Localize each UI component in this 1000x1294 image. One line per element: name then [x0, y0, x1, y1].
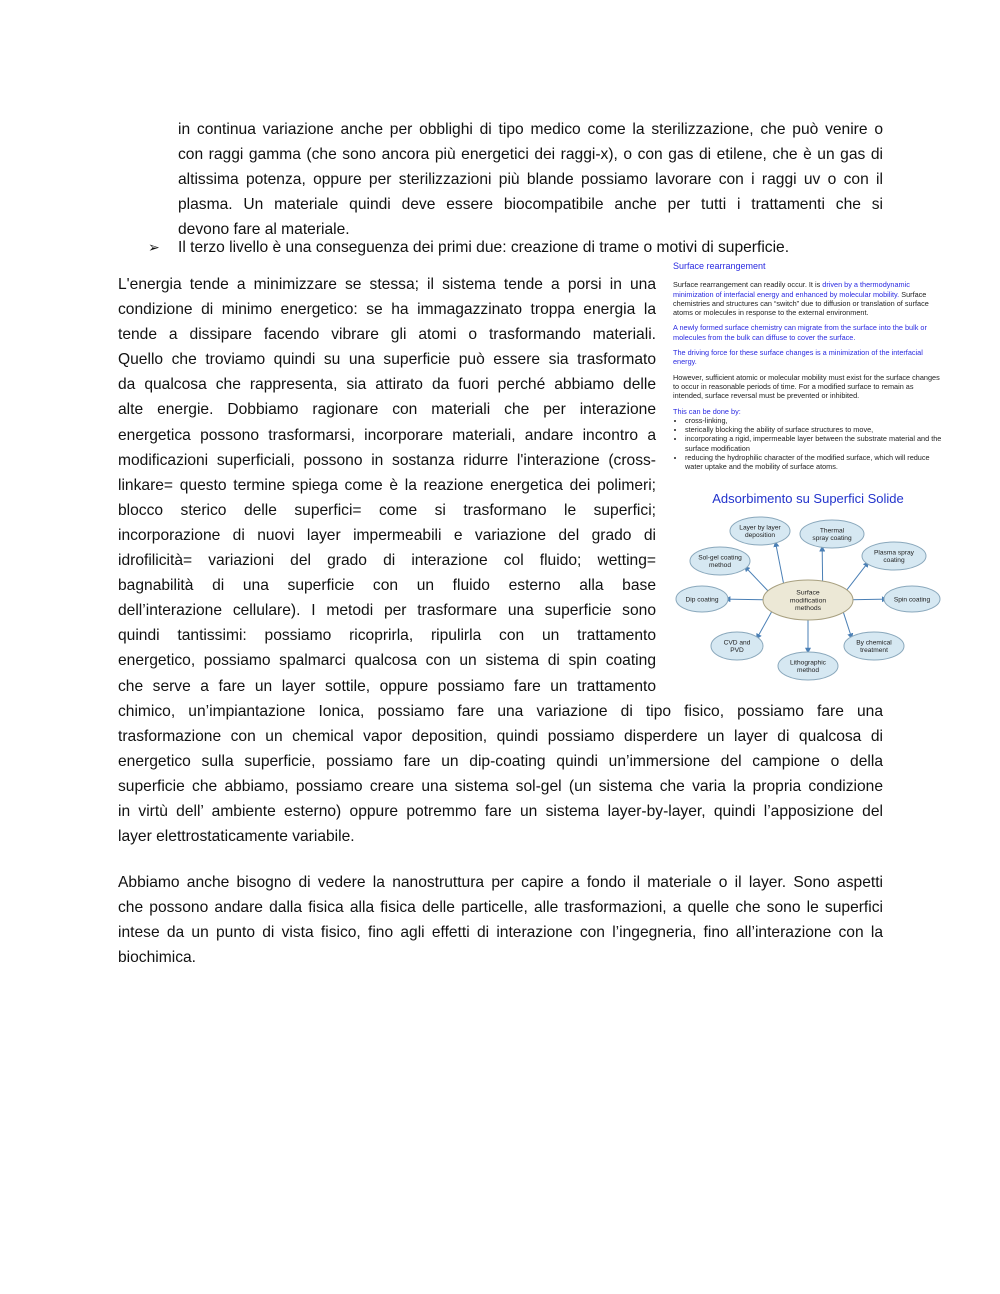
- text-line: altissima potenza, oppure per sterilizzazioni più blande possiamo lavorare con i raggi uv o con il: [178, 171, 883, 189]
- diagram-node-label: coating: [883, 557, 905, 565]
- text-line: bagnabilità di una superficie con un fluido esterno alla base: [118, 577, 656, 595]
- diagram-arrow: [745, 566, 769, 592]
- text-line: che possono andare dalla fisica alla fisica delle particelle, alle trasformazioni, a quelle che sono le superfici: [118, 899, 883, 917]
- text-line: blocco sterico delle superfici= come si trasformano le superfici;: [118, 501, 656, 519]
- text-line: biochimica.: [118, 949, 196, 967]
- text-line: energetico sulla superficie, possiamo fare un dip-coating quindi un’immersione del campione o della: [118, 752, 883, 770]
- diagram-node-label: modification: [789, 597, 827, 605]
- text-line: in continua variazione anche per obblighi di tipo medico come la sterilizzazione, che può venire o: [178, 121, 883, 138]
- diagram-node-label: Spin coating: [893, 596, 931, 604]
- text-line: idrofilicità= variazioni del grado di interazione col fluido; wetting=: [118, 552, 656, 570]
- diagram-node-thermal: [800, 520, 864, 548]
- figure-highlight-span: driven by a thermodynamic minimization of interfacial energy and enhanced by molecular mobility.: [673, 280, 910, 299]
- diagram-node-label: By chemical: [856, 639, 892, 647]
- diagram-arrow: [775, 542, 783, 584]
- diagram-node-plasma: [862, 542, 926, 570]
- text-line: linkare= questo termine spiega come è la reazione energetica dei polimeri;: [118, 476, 656, 494]
- text-line: Abbiamo anche bisogno di vedere la nanostruttura per capire a fondo il materiale o il layer. Sono aspetti: [118, 874, 883, 891]
- text-line: trasformazione con un chemical vapor deposition, quindi possiamo disperdere un layer di qualcosa di: [118, 727, 883, 745]
- figure-list: [673, 416, 945, 472]
- text-line: alte energie. Dobbiamo ragionare con materiali che per interazione: [118, 401, 656, 419]
- diagram-node-spin: [884, 586, 940, 612]
- text-line: che serve a fare un layer sottile, oppure possiamo fare un trattamento: [118, 677, 656, 695]
- diagram-node-label: treatment: [860, 647, 888, 655]
- diagram-node-dip: [676, 586, 728, 612]
- text-line: con raggi gamma (che sono ancora più energetici dei raggi-x), o con gas di etilene, che è un gas di: [178, 146, 883, 164]
- diagram-node-label: CVD and: [723, 639, 751, 647]
- diagram-node-center: [763, 580, 853, 620]
- diagram-node-label: Sol-gel coating: [698, 554, 742, 562]
- arrow-bullet-icon: ➢: [148, 239, 160, 255]
- figure-paragraph: A newly formed surface chemistry can migrate from the surface into the bulk or molecules from the bulk can diffuse to cover the surface.: [673, 323, 927, 342]
- diagram-node-label: methods: [794, 605, 822, 613]
- text-line: in virtù dell’ ambiente esterno) oppure potremmo fare un sistema layer-by-layer, quindi l’apposizione del: [118, 802, 883, 820]
- text-line: L'energia tende a minimizzare se stessa; il sistema tende a porsi in una: [118, 276, 656, 293]
- text-line: da qualcosa che rappresenta, sia attirato da fuori perché abbiamo delle: [118, 376, 656, 394]
- text-line: plasma. Un materiale quindi deve essere biocompatibile anche per tutti i trattamenti che si: [178, 196, 883, 214]
- text-line: energetico, possiamo spalmarci qualcosa con un sistema di spin coating: [118, 652, 656, 670]
- text-line: incorporazione di nuovi layer impermeabili e variazione del grado di: [118, 526, 656, 544]
- text-line: tende a dissipare facendo vibrare gli atomi o trasformando materiali.: [118, 326, 656, 344]
- diagram-node-label: PVD: [730, 647, 744, 655]
- text-line: energetica possono trasformarsi, incorporare materiali, andare incontro a: [118, 426, 656, 444]
- figure-text-span: Surface rearrangement can readily occur. It is: [673, 280, 823, 290]
- bullet-text: Il terzo livello è una conseguenza dei primi due: creazione di trame o motivi di superficie.: [178, 239, 790, 256]
- figure-list-item: • reducing the hydrophilic character of the modified surface, which will reduce water uptake and the mobility of surface atoms.: [685, 453, 945, 472]
- diagram-node-label: Thermal: [819, 527, 845, 535]
- diagram-node-cvd: [711, 632, 763, 660]
- text-line: chimico, un’impiantazione Ionica, possiamo fare una variazione di tipo fisico, possiamo fare una: [118, 702, 883, 720]
- figure-list-item: • incorporating a rigid, impermeable layer between the substrate material and the surface modification: [685, 434, 945, 453]
- diagram-node-label: method: [797, 667, 819, 675]
- diagram-title: Adsorbimento su Superfici Solide: [712, 491, 904, 506]
- diagram-node-label: deposition: [744, 532, 776, 540]
- diagram-arrow: [757, 611, 772, 639]
- text-line: devono fare al materiale.: [178, 221, 350, 239]
- text-line: quindi tantissimi: possiamo ricoprirla, ripulirla con un trattamento: [118, 627, 656, 645]
- figure-title: Surface rearrangement: [673, 261, 766, 271]
- figure-text-span: Surface chemistries and structures can “switch” due to diffusion or translation of surface atoms or molecules in response to the external environment.: [673, 289, 929, 318]
- diagram-node-solgel: [690, 547, 750, 575]
- diagram-arrow: [846, 562, 868, 591]
- diagram-node-label: spray coating: [812, 535, 852, 543]
- diagram-node-litho: [778, 652, 838, 680]
- figure-list-item: • cross-linking,: [685, 416, 945, 425]
- figure-list-title: This can be done by:: [673, 406, 741, 416]
- diagram-node-label: Layer by layer: [739, 524, 781, 532]
- diagram-node-label: method: [709, 562, 731, 570]
- text-line: dell’interazione cellulare). I metodi per trasformare una superficie sono: [118, 602, 656, 620]
- surface-rearrangement-figure: [673, 262, 945, 472]
- text-line: Quello che troviamo quindi su una superficie può essere sia trasformato: [118, 351, 656, 369]
- diagram-node-label: Plasma spray: [874, 549, 914, 557]
- diagram-arrow: [851, 599, 887, 600]
- diagram-node-chemical: [844, 632, 904, 660]
- text-line: modificazioni superficiali, possono in sostanza ridurre l'interazione (cross-: [118, 451, 656, 469]
- figure-paragraph: The driving force for these surface changes is a minimization of the interfacial energy.: [673, 348, 923, 367]
- figure-paragraph: However, sufficient atomic or molecular mobility must exist for the surface changes to occur in reasonable periods of time. For a modified surface to remain as intended, surface reversal must be prevented or inhibited.: [673, 372, 940, 401]
- diagram-arrow: [843, 611, 852, 638]
- figure-paragraph: [673, 280, 945, 317]
- closing-paragraph: [118, 870, 883, 970]
- indented-paragraph: [178, 117, 883, 242]
- diagram-node-label: Surface: [796, 589, 820, 597]
- text-line: condizione di minimo energetico: se ha immagazzinato troppa energia la: [118, 301, 656, 319]
- diagram-node-label: Lithographic: [790, 659, 826, 667]
- text-line: superficie che abbiamo, possiamo creare una sistema sol-gel (un sistema che varia la propria condizione: [118, 777, 883, 795]
- surface-methods-diagram: [672, 486, 944, 686]
- diagram-node-label: Dip coating: [685, 596, 719, 604]
- diagram-nodes: [676, 517, 940, 680]
- diagram-arrow: [725, 599, 765, 600]
- text-line: intese da un punto di vista fisico, fino agli effetti di interazione con l’ingegneria, fino all’interazione con la: [118, 924, 883, 942]
- diagram-node-layer: [730, 517, 790, 545]
- text-line: layer elettrostaticamente variabile.: [118, 828, 355, 846]
- figure-list-item: • sterically blocking the ability of surface structures to move,: [685, 425, 945, 434]
